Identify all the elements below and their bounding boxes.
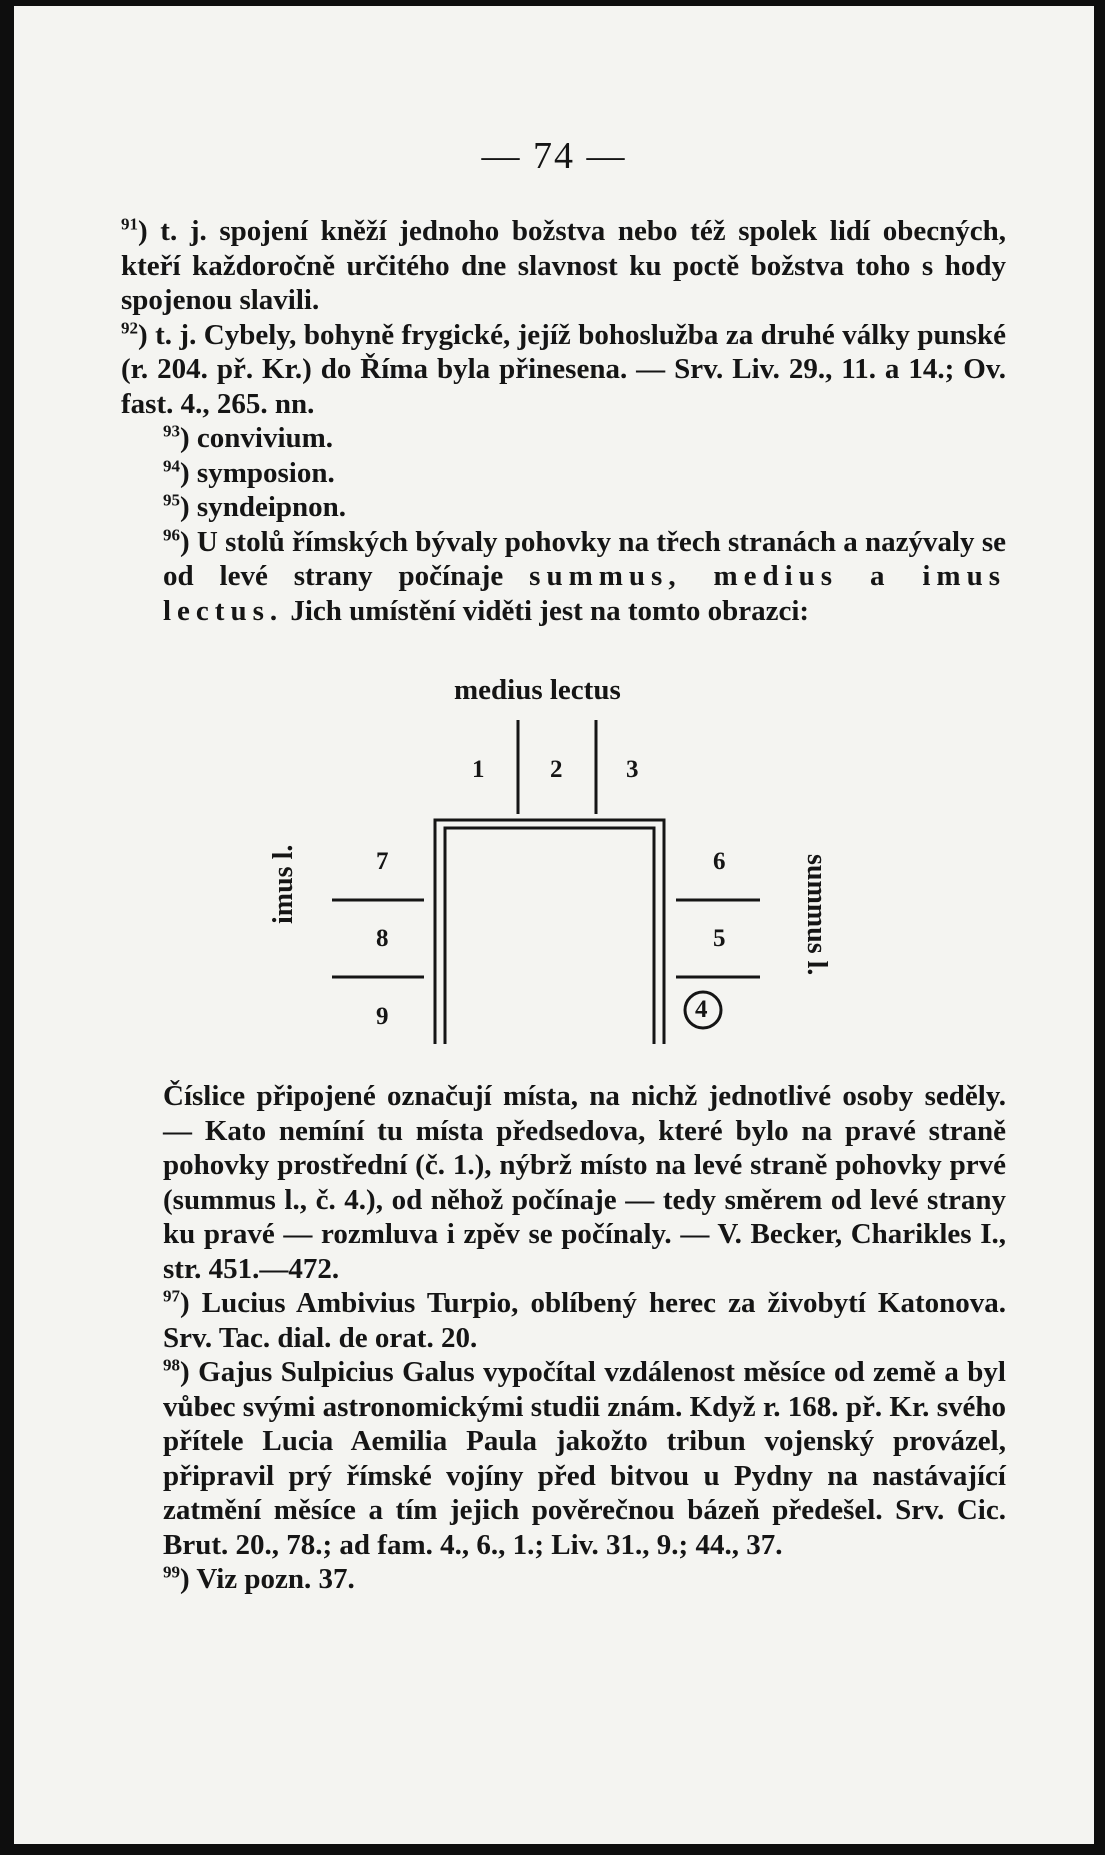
footnote-99 <box>121 1562 1006 1597</box>
seat-5: 5 <box>713 925 726 952</box>
footnote-text: Jich umístění viděti jest na tomto obrazci: <box>283 594 810 627</box>
seat-9: 9 <box>376 1003 389 1030</box>
footnote-text: ) t. j. spojení kněží jednoho božstva nebo též spolek lidí obecných, kteří každoročně určitého dne slavnost ku poctě božstva toho s hody spojenou slavili. <box>121 215 1006 316</box>
footnote-text: ) t. j. Cybely, bohyně frygické, jejíž bohoslužba za druhé války punské (r. 204. př. Kr.) do Říma byla přinesena. — Srv. Liv. 29., 11. a 14.; Ov. fast. 4., 265. nn. <box>121 318 1006 420</box>
seat-6: 6 <box>713 848 726 875</box>
footnote-mark: 94 <box>163 455 180 475</box>
spaced-term: summus, medius a imus lectus. <box>163 560 1006 627</box>
table-outline <box>435 820 664 1044</box>
footnote-mark: 96 <box>163 524 180 544</box>
footnote-text: ) Viz pozn. 37. <box>180 1563 355 1595</box>
footnote-mark: 93 <box>163 421 180 441</box>
footnote-text: ) Lucius Ambivius Turpio, oblíbený herec za živobytí Katonova. Srv. Tac. dial. de orat. 20. <box>163 1287 1006 1354</box>
book-page <box>14 6 1094 1844</box>
footnote-97 <box>121 1286 1006 1355</box>
imus-lectus-label: imus l. <box>268 844 299 924</box>
seat-8: 8 <box>376 925 389 952</box>
seat-7: 7 <box>376 848 389 875</box>
footnote-text: ) Gajus Sulpicius Galus vypočítal vzdálenost měsíce od země a byl vůbec svými astronomickými studii znám. Když r. 168. př. Kr. svého přítele Lucia Aemilia Paula jakožto tribun vojenský provázel, připravil prý římské vojíny před bitvou u Pydny na nastávající zatmění měsíce a tím jejich pověrečnou bázeň předešel. Srv. Cic. Brut. 20., 78.; ad fam. 4., 6., 1.; Liv. 31., 9.; 44., 37. <box>163 1356 1006 1561</box>
footnote-text: ) convivium. <box>180 422 334 454</box>
footnote-mark: 99 <box>163 1562 180 1582</box>
footnote-text: ) U stolů římských bývaly pohovky na třech stranách a nazývaly se od levé strany počínaje <box>163 525 1006 592</box>
table-outline <box>445 828 654 1044</box>
footnote-mark: 92 <box>121 317 138 337</box>
footnote-mark: 97 <box>163 1286 180 1306</box>
diagram-explanation <box>121 1079 1006 1286</box>
footnote-mark: 91 <box>121 214 138 234</box>
medius-lectus-label: medius lectus <box>454 674 621 706</box>
footnote-mark: 98 <box>163 1355 180 1375</box>
summus-lectus-label: summus l. <box>801 854 832 976</box>
footnote-text: Číslice připojené označují místa, na nichž jednotlivé osoby seděly. — Kato nemíní tu místa předsedova, které bylo na pravé straně pohovky prostřední (č. 1.), nýbrž místo na levé straně pohovky prvé (summus l., č. 4.), od něhož počínaje — tedy směrem od levé strany ku pravé — rozmluva i zpěv se počínaly. — V. Becker, Charikles I., str. 451.—472. <box>163 1080 1006 1285</box>
diagram-lines <box>14 6 1094 1106</box>
footnotes-bottom <box>121 1079 1006 1597</box>
seat-1: 1 <box>472 756 485 783</box>
footnote-mark: 95 <box>163 490 180 510</box>
seat-3: 3 <box>626 756 639 783</box>
seat-2: 2 <box>550 756 563 783</box>
footnote-98 <box>121 1355 1006 1562</box>
page-number: — 74 — <box>481 135 627 177</box>
footnote-text: ) symposion. <box>180 456 335 489</box>
footnote-text: ) syndeipnon. <box>180 491 347 523</box>
seat-4: 4 <box>695 996 708 1023</box>
